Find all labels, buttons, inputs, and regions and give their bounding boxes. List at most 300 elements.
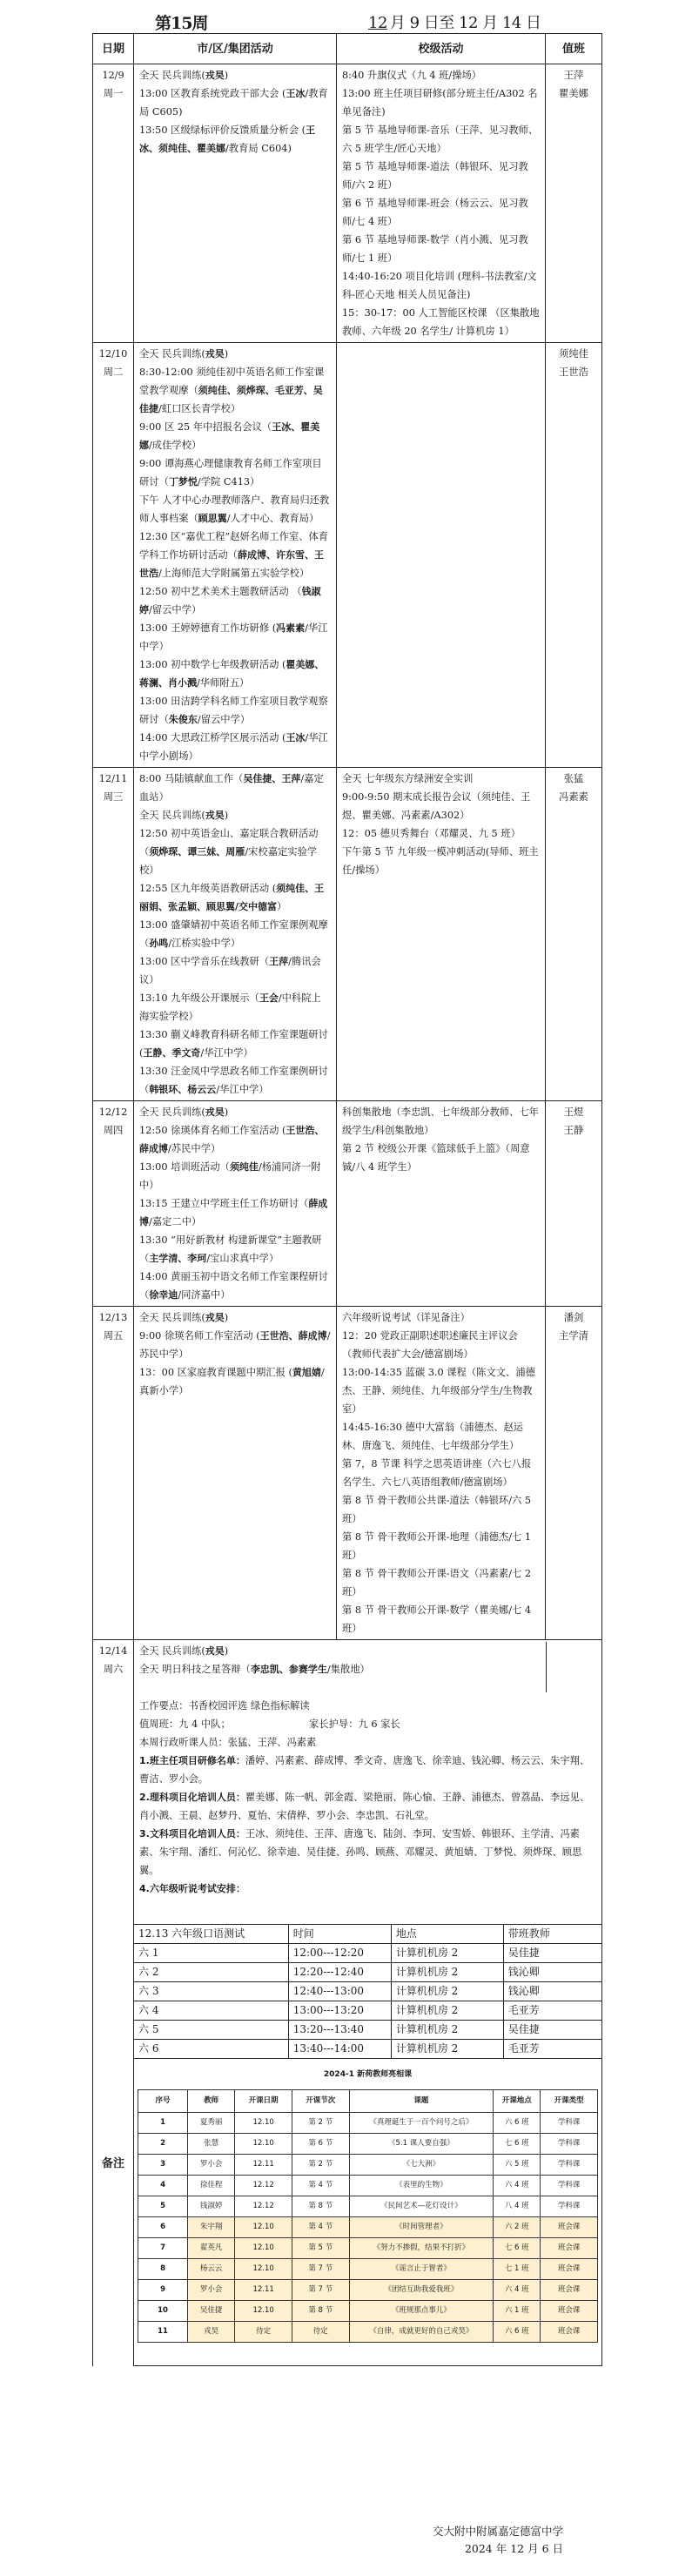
participants: 王静、季文奇 bbox=[143, 1047, 201, 1059]
lessons-row bbox=[138, 2155, 598, 2176]
location: /宝山求真中学） bbox=[206, 1253, 279, 1264]
activity-text: 全天 民兵训练( bbox=[139, 1106, 205, 1118]
date-cell bbox=[93, 1307, 134, 1640]
lessons-cell: 学科课 bbox=[541, 2155, 598, 2176]
oral-test-row bbox=[134, 2040, 601, 2059]
lessons-cell: 12.10 bbox=[235, 2113, 292, 2134]
page-header bbox=[0, 3, 692, 35]
location: /同济嘉中） bbox=[178, 1289, 231, 1301]
school-activity-item: 13:00 班主任项目研修(部分班主任/A302 名单见备注) bbox=[342, 88, 538, 118]
lessons-header-row bbox=[138, 2090, 598, 2113]
weekday: 周四 bbox=[103, 1125, 124, 1136]
lessons-cell: 《谣言止于智者》 bbox=[349, 2259, 494, 2280]
lessons-cell: 班会课 bbox=[541, 2280, 598, 2301]
city-activity-item bbox=[139, 528, 331, 582]
city-activity-item bbox=[139, 1026, 331, 1062]
lessons-cell: 班会课 bbox=[541, 2259, 598, 2280]
weekday: 周三 bbox=[103, 791, 124, 803]
date: 12/14 bbox=[98, 1645, 128, 1657]
city-activity-item bbox=[139, 582, 331, 619]
lessons-row bbox=[138, 2259, 598, 2280]
school-activity-item: 第 2 节 校级公开课《篮球低手上篮》（周意铖/八 4 班学生） bbox=[342, 1143, 530, 1173]
oral-test-table bbox=[134, 1924, 601, 2059]
location: /华江中学小剧场） bbox=[139, 732, 328, 762]
notes-list bbox=[139, 1752, 596, 1788]
participants: 薛成博 bbox=[139, 1198, 328, 1227]
lessons-cell: 《民间艺术—花灯设计》 bbox=[349, 2196, 494, 2217]
oral-test-cell: 计算机机房 2 bbox=[391, 2040, 503, 2059]
school-activity-item: 全天 七年级东方绿洲安全实训 bbox=[342, 773, 474, 784]
participants: 须纯佳、王丽娟、张孟颖、顾思翼/交中德富 bbox=[139, 883, 325, 912]
lessons-cell: 《5.1 课人要自强》 bbox=[349, 2134, 494, 2155]
city-activities-cell bbox=[134, 64, 337, 343]
oral-test-cell: 六 5 bbox=[134, 2021, 288, 2040]
lessons-cell: 第 4 节 bbox=[292, 2176, 349, 2196]
school-activities-cell bbox=[337, 343, 546, 768]
lessons-cell: 钱淑婷 bbox=[188, 2196, 235, 2217]
oral-test-cell: 毛亚芳 bbox=[503, 2001, 601, 2021]
city-activity-item bbox=[139, 1194, 331, 1231]
oral-test-cell: 六 6 bbox=[134, 2040, 288, 2059]
city-activity-item bbox=[139, 1327, 331, 1363]
location: ) bbox=[224, 1106, 229, 1118]
activity-text: 全天 明日科技之星答辩（ bbox=[139, 1664, 251, 1675]
lessons-row bbox=[138, 2322, 598, 2343]
activity-text: 12:30 区“嘉优工程”赵妍名师工作室、体育学科工作坊研讨活动（ bbox=[139, 531, 329, 561]
location: /苏民中学） bbox=[139, 1330, 331, 1360]
column-header-school-activities: 校级活动 bbox=[337, 34, 546, 64]
activity-text: 下午 人才中心办理教师落户、教育局归还教师人事档案（ bbox=[139, 494, 330, 524]
schedule-row bbox=[93, 64, 602, 343]
participants: 戎昊 bbox=[205, 1312, 225, 1323]
duty-cell bbox=[546, 1307, 602, 1640]
participants: 丁梦悦 bbox=[168, 476, 198, 488]
activity-text: 全天 民兵训练( bbox=[139, 1645, 205, 1657]
activity-text: 13:00 王婷婷德育工作坊研修 ( bbox=[139, 622, 277, 634]
weekly-schedule-table bbox=[92, 33, 602, 2366]
city-activity-item bbox=[139, 1660, 596, 1678]
oral-test-cell: 六 2 bbox=[134, 1963, 288, 1982]
activity-text: 13:15 王建立中学班主任工作坊研讨（ bbox=[139, 1198, 309, 1209]
lessons-cell: 待定 bbox=[292, 2322, 349, 2343]
lessons-cell: 12.10 bbox=[235, 2238, 292, 2259]
lessons-cell: 六 5 班 bbox=[494, 2155, 541, 2176]
date: 12/13 bbox=[98, 1312, 128, 1323]
lessons-cell: 六 6 班 bbox=[494, 2113, 541, 2134]
participants: 李忠凯、参赛学生 bbox=[250, 1664, 327, 1675]
date-range bbox=[361, 10, 541, 33]
school-activity-item: 14:40-16:20 项目化培训 (理科-书法教室/文科-匠心天地 相关人员见备注) bbox=[342, 271, 537, 300]
lessons-cell: 12.10 bbox=[235, 2217, 292, 2238]
lessons-cell: 戎昊 bbox=[188, 2322, 235, 2343]
location: /腾讯会议） bbox=[139, 956, 321, 985]
location: /华江中学） bbox=[139, 622, 328, 652]
oral-test-cell: 六 1 bbox=[134, 1944, 288, 1963]
duty-person: 瞿美娜 bbox=[559, 88, 588, 99]
school-activity-item: 第 8 节 骨干教师公共课-道法（韩银环/六 5 班） bbox=[342, 1495, 532, 1524]
location: ) bbox=[224, 1645, 229, 1657]
lessons-cell: 罗小会 bbox=[188, 2280, 235, 2301]
lessons-row bbox=[138, 2196, 598, 2217]
location: /学院 C413） bbox=[197, 476, 260, 488]
lessons-cell: 八 4 班 bbox=[494, 2196, 541, 2217]
lessons-cell: 第 6 节 bbox=[292, 2134, 349, 2155]
activity-text: 13:00 培训班活动（ bbox=[139, 1161, 230, 1173]
city-activity-item bbox=[139, 1062, 331, 1099]
participants: 戎昊 bbox=[205, 348, 225, 360]
activity-text: 全天 民兵训练( bbox=[139, 1312, 205, 1323]
notes-list-title: 3.文科项目化培训人员： bbox=[139, 1828, 245, 1840]
lessons-cell: 班会课 bbox=[541, 2322, 598, 2343]
activity-text: 13:00 区中学音乐在线教研（ bbox=[139, 956, 270, 967]
activity-text: 14:00 大思政江桥学区展示活动 ( bbox=[139, 732, 286, 743]
city-activities-cell bbox=[134, 343, 337, 768]
notes-list-names: 瞿美娜、陈一帆、郭金霞、梁艳丽、陈心愉、王静、浦德杰、曾荔晶、李远见、肖小溅、王晨、赵梦丹、夏怡、宋倩桦、罗小会、李忠凯、石礼堂。 bbox=[139, 1792, 590, 1821]
school-activity-item: 第 7，8 节课 科学之思英语讲座（六七八报名学生、六七八英语组教师/德富剧场） bbox=[342, 1458, 532, 1488]
oral-test-cell: 计算机机房 2 bbox=[391, 1944, 503, 1963]
oral-test-cell: 12:40---13:00 bbox=[288, 1982, 391, 2001]
participants: 戎昊 bbox=[205, 1106, 225, 1118]
activity-text: 13:50 区级绿标评价反馈质量分析会 ( bbox=[139, 124, 306, 136]
city-activity-item bbox=[139, 770, 331, 806]
oral-test-cell: 钱沁卿 bbox=[503, 1982, 601, 2001]
activity-text: 12:50 初中艺术美术主题教研活动 （ bbox=[139, 586, 302, 597]
city-activity-item bbox=[139, 656, 331, 692]
school-activity-item: 第 5 节 基地导师课-道法（韩银环、见习教师/六 2 班） bbox=[342, 161, 528, 191]
duty-person: 张猛 bbox=[563, 773, 584, 784]
location: /杨浦同济一附中） bbox=[139, 1161, 321, 1191]
school-activities-cell bbox=[337, 64, 546, 343]
city-activity-item bbox=[139, 1121, 331, 1158]
activity-text: 13:00 盛肇婧初中英语名师工作室课例观摩（ bbox=[139, 919, 328, 949]
participants: 孙鸣 bbox=[149, 938, 169, 949]
oral-test-cell: 计算机机房 2 bbox=[391, 1963, 503, 1982]
oral-test-header: 时间 bbox=[288, 1925, 391, 1944]
participants: 韩银环、杨云云 bbox=[149, 1084, 217, 1095]
participants: 瞿美娜、蒋澜、肖小溅 bbox=[139, 659, 325, 689]
activity-text: 13：00 区家庭教育课题中期汇报 ( bbox=[139, 1367, 292, 1378]
lessons-header: 教师 bbox=[188, 2090, 235, 2113]
column-header-duty: 值班 bbox=[546, 34, 602, 64]
school-activity-item: 第 8 节 骨干教师公开课-数学（瞿美娜/七 4 班） bbox=[342, 1604, 532, 1634]
oral-test-cell: 12:20---12:40 bbox=[288, 1963, 391, 1982]
location: /华江中学） bbox=[216, 1084, 269, 1095]
city-activities-cell bbox=[134, 768, 337, 1101]
lessons-cell: 班会课 bbox=[541, 2238, 598, 2259]
lessons-cell: 7 bbox=[138, 2238, 188, 2259]
location: /留云中学） bbox=[149, 604, 202, 615]
week-label: 第15周 bbox=[155, 14, 208, 33]
location: /教育局 C605) bbox=[139, 88, 328, 118]
activity-text: 全天 民兵训练( bbox=[139, 348, 205, 360]
lessons-row bbox=[138, 2134, 598, 2155]
city-activity-item bbox=[139, 1363, 331, 1400]
school-activity-item: 12：05 德贝秀舞台（邓耀灵、九 5 班） bbox=[342, 828, 521, 839]
oral-test-row bbox=[134, 1982, 601, 2001]
activity-text: 12:55 区九年级英语教研活动 ( bbox=[139, 883, 277, 894]
oral-test-cell: 吴佳捷 bbox=[503, 2021, 601, 2040]
weekday: 周一 bbox=[103, 88, 124, 99]
oral-test-cell: 毛亚芳 bbox=[503, 2040, 601, 2059]
school-activity-item: 科创集散地（李忠凯、七年级部分教师、七年级学生/科创集散地） bbox=[342, 1106, 539, 1136]
oral-test-header: 带班教师 bbox=[503, 1925, 601, 1944]
location: ) bbox=[224, 1312, 229, 1323]
oral-test-cell: 六 3 bbox=[134, 1982, 288, 2001]
activity-text: 9:00 区 25 年中招报名会议（ bbox=[139, 421, 272, 433]
duty-cell bbox=[546, 1101, 602, 1307]
footer-date: 2024 年 12 月 6 日 bbox=[464, 2542, 563, 2555]
school-activity-item: 六年级听说考试（详见备注） bbox=[342, 1312, 470, 1323]
participants: 须纯佳、须烨琛、毛亚芳、吴佳捷 bbox=[139, 385, 323, 414]
lessons-header: 序号 bbox=[138, 2090, 188, 2113]
oral-test-row bbox=[134, 2001, 601, 2021]
notes-list bbox=[139, 1880, 596, 1898]
location: /虹口区长青学校） bbox=[158, 403, 241, 414]
location: /江桥实验中学） bbox=[168, 938, 241, 949]
lessons-cell: 朱宇翔 bbox=[188, 2217, 235, 2238]
participants: 戎昊 bbox=[205, 810, 225, 821]
lessons-cell: 3 bbox=[138, 2155, 188, 2176]
location: /嘉定二中） bbox=[149, 1216, 202, 1227]
school-activity-item: 15：30-17：00 人工智能区校课 （区集散地教师、六年级 20 名学生/ 计算机房 1） bbox=[342, 307, 540, 337]
parent-guard: 家长护导：九 6 家长 bbox=[309, 1718, 400, 1730]
participants: 戎昊 bbox=[205, 70, 225, 81]
city-activity-item bbox=[139, 1158, 331, 1194]
school-activity-item: 第 8 节 骨干教师公开课-语文（冯素素/七 2 班） bbox=[342, 1568, 532, 1597]
participants: 朱俊东 bbox=[168, 714, 198, 725]
activity-text: 13:00 初中数学七年级教研活动 ( bbox=[139, 659, 286, 670]
weekday: 周二 bbox=[103, 367, 124, 378]
school-activity-item: 第 8 节 骨干教师公开课-地理（浦德杰/七 1 班） bbox=[342, 1531, 532, 1561]
location: /人才中心、教育局） bbox=[226, 513, 319, 524]
school-activities-cell bbox=[337, 768, 546, 1101]
notes-list-title: 1.班主任项目研修名单： bbox=[139, 1755, 245, 1766]
lessons-cell: 12.10 bbox=[235, 2134, 292, 2155]
city-activity-item bbox=[139, 454, 331, 491]
lessons-cell: 《团结互助我爱我班》 bbox=[349, 2280, 494, 2301]
lessons-cell: 《真理诞生于一百个问号之后》 bbox=[349, 2113, 494, 2134]
location: /成佳学校） bbox=[149, 440, 202, 451]
date-cell bbox=[93, 768, 134, 1101]
activity-text: 全天 民兵训练( bbox=[139, 810, 205, 821]
participants: 戎昊 bbox=[205, 1645, 225, 1657]
school-activities-cell bbox=[337, 1101, 546, 1307]
participants: 徐幸迪 bbox=[149, 1289, 178, 1301]
activity-text: 13:00 区教育系统党政干部大会 ( bbox=[139, 88, 286, 99]
school-activity-item: 9:00-9:50 期末成长报告会议（须纯佳、王煜、瞿美娜、冯素素/A302） bbox=[342, 791, 531, 821]
lessons-cell: 9 bbox=[138, 2280, 188, 2301]
participants: 王世浩、薛成博 bbox=[139, 1125, 325, 1154]
date-cell bbox=[93, 64, 134, 343]
lessons-cell: 六 6 班 bbox=[494, 2322, 541, 2343]
duty-column-divider bbox=[546, 1642, 547, 1692]
location: /华江中学） bbox=[200, 1047, 253, 1059]
location: /嘉定血站） bbox=[139, 773, 324, 803]
schedule-row-saturday bbox=[93, 1640, 602, 2366]
participants: 须烨琛、谭三妹、周雁 bbox=[149, 846, 245, 858]
activity-text: 13:30 汪金凤中学思政名师工作室课例研讨（ bbox=[139, 1066, 328, 1095]
notes-label: 备注 bbox=[101, 2157, 124, 2170]
city-activity-item bbox=[139, 345, 331, 363]
participants: 钱淑婷 bbox=[139, 586, 321, 615]
city-activity-item bbox=[139, 418, 331, 454]
school-activities-cell bbox=[337, 1307, 546, 1640]
lessons-cell: 第 5 节 bbox=[292, 2238, 349, 2259]
lessons-cell: 七 6 班 bbox=[494, 2238, 541, 2259]
participants: 须纯佳 bbox=[229, 1161, 259, 1173]
date-range-rest: 月 9 日至 12 月 14 日 bbox=[389, 14, 541, 32]
duty-person: 潘剑 bbox=[563, 1312, 584, 1323]
lessons-header: 课题 bbox=[349, 2090, 494, 2113]
schedule-row bbox=[93, 1307, 602, 1640]
column-header-date: 日期 bbox=[93, 34, 134, 64]
lessons-cell: 学科课 bbox=[541, 2134, 598, 2155]
lessons-cell: 5 bbox=[138, 2196, 188, 2217]
lessons-cell: 杨云云 bbox=[188, 2259, 235, 2280]
date-cell bbox=[93, 1640, 134, 2366]
lessons-cell: 第 8 节 bbox=[292, 2196, 349, 2217]
duty-person: 王静 bbox=[563, 1125, 584, 1136]
oral-test-header-row bbox=[134, 1925, 601, 1944]
schedule-row bbox=[93, 343, 602, 768]
lessons-cell: 徐佳程 bbox=[188, 2176, 235, 2196]
participants: 黄旭婧 bbox=[292, 1367, 321, 1378]
participants: 王冰、须纯佳、瞿美娜 bbox=[139, 124, 316, 154]
oral-test-row bbox=[134, 2021, 601, 2040]
location: /教育局 C604) bbox=[225, 143, 292, 154]
lessons-cell: 夏秀丽 bbox=[188, 2113, 235, 2134]
city-activity-item bbox=[139, 1642, 596, 1660]
lessons-cell: 第 2 节 bbox=[292, 2155, 349, 2176]
lessons-cell: 七 6 班 bbox=[494, 2134, 541, 2155]
oral-test-cell: 计算机机房 2 bbox=[391, 2021, 503, 2040]
oral-test-cell: 钱沁卿 bbox=[503, 1963, 601, 1982]
month-underlined: 12 bbox=[368, 14, 387, 32]
lessons-cell: 学科课 bbox=[541, 2176, 598, 2196]
participants: 主学清、李珂 bbox=[149, 1253, 207, 1264]
location: /真新小学） bbox=[139, 1367, 325, 1396]
city-activity-item bbox=[139, 729, 331, 765]
activity-text: 全天 民兵训练( bbox=[139, 70, 205, 81]
city-activity-item bbox=[139, 692, 331, 729]
activity-text: 8:00 马陆镇献血工作（ bbox=[139, 773, 244, 784]
lessons-cell: 翟英凡 bbox=[188, 2238, 235, 2259]
location: ) bbox=[224, 348, 229, 360]
date: 12/12 bbox=[98, 1106, 128, 1118]
participants: 王冰 bbox=[286, 732, 306, 743]
city-activity-item bbox=[139, 824, 331, 879]
location: /留云中学） bbox=[197, 714, 251, 725]
lessons-cell: 《自律，成就更好的自己戎昊》 bbox=[349, 2322, 494, 2343]
city-activity-item bbox=[139, 806, 331, 824]
location: /集散地） bbox=[326, 1664, 370, 1675]
date-cell bbox=[93, 343, 134, 768]
lessons-cell: 12.10 bbox=[235, 2301, 292, 2322]
lessons-header: 开课节次 bbox=[292, 2090, 349, 2113]
location: ) bbox=[224, 70, 229, 81]
footer bbox=[433, 2523, 563, 2558]
lessons-cell: 学科课 bbox=[541, 2196, 598, 2217]
lessons-cell: 第 7 节 bbox=[292, 2280, 349, 2301]
city-activities-cell bbox=[134, 1101, 337, 1307]
work-focus: 工作要点：书香校园评选 绿色指标解读 bbox=[139, 1700, 310, 1712]
city-activity-item bbox=[139, 1231, 331, 1268]
date: 12/10 bbox=[98, 348, 128, 360]
lessons-cell: 《努力不掺假，结果不打折》 bbox=[349, 2238, 494, 2259]
lessons-cell: 11 bbox=[138, 2322, 188, 2343]
spacer bbox=[139, 1678, 596, 1697]
activity-text: 12:50 初中英语金山、嘉定联合教研活动（ bbox=[139, 828, 319, 858]
footer-school: 交大附中附属嘉定德富中学 bbox=[432, 2525, 563, 2538]
lessons-cell: 12.11 bbox=[235, 2155, 292, 2176]
lessons-cell: 8 bbox=[138, 2259, 188, 2280]
participants: 王冰 bbox=[286, 88, 306, 99]
weekday: 周六 bbox=[103, 1664, 124, 1675]
date-cell bbox=[93, 1101, 134, 1307]
notes-list-title: 2.理科项目化培训人员： bbox=[139, 1792, 245, 1803]
participants: 吴佳捷、王萍 bbox=[243, 773, 301, 784]
saturday-activities bbox=[134, 1642, 601, 1697]
lessons-cell: 6 bbox=[138, 2217, 188, 2238]
location: /上海师范大学附属第五实验学校） bbox=[158, 568, 310, 579]
lessons-title: 2024-1 新荷教师亮相课 bbox=[323, 2070, 413, 2079]
oral-test-cell: 计算机机房 2 bbox=[391, 1982, 503, 2001]
city-activity-item bbox=[139, 1308, 331, 1327]
lessons-cell: 第 8 节 bbox=[292, 2301, 349, 2322]
schedule-row bbox=[93, 1101, 602, 1307]
lessons-cell: 六 4 班 bbox=[494, 2176, 541, 2196]
lessons-cell: 六 2 班 bbox=[494, 2217, 541, 2238]
duty-class: 值周班：九 4 中队； bbox=[139, 1718, 231, 1730]
lessons-cell: 《表里的生物》 bbox=[349, 2176, 494, 2196]
city-activity-item bbox=[139, 66, 331, 84]
duty-person: 王世浩 bbox=[559, 367, 588, 378]
duty-person: 王萍 bbox=[563, 70, 584, 81]
location: /宋校嘉定实验学校） bbox=[139, 846, 318, 876]
notes-list bbox=[139, 1825, 596, 1880]
duty-cell bbox=[546, 343, 602, 768]
location: /华师附五） bbox=[197, 677, 250, 689]
school-activity-item: 12：20 党政正副职述职述廉民主评议会 （教师代表扩大会/德富剧场） bbox=[342, 1330, 518, 1360]
city-activity-item bbox=[139, 916, 331, 952]
oral-test-cell: 12:00---12:20 bbox=[288, 1944, 391, 1963]
lessons-cell: 罗小会 bbox=[188, 2155, 235, 2176]
activity-text: 13:00 田洁跨学科名师工作室项目教学观察研讨（ bbox=[139, 696, 328, 725]
activity-text: 12:50 徐瑛体育名师工作室活动 ( bbox=[139, 1125, 286, 1136]
saturday-and-notes-cell bbox=[134, 1640, 602, 2366]
participants: 王冰、瞿美娜 bbox=[139, 421, 320, 451]
lessons-header: 开课日期 bbox=[235, 2090, 292, 2113]
duty-person: 主学清 bbox=[559, 1330, 588, 1342]
city-activity-item bbox=[139, 879, 331, 916]
activity-text: 13:30 “用好新教材 构建新课堂”主题教研（ bbox=[139, 1234, 322, 1264]
city-activity-item bbox=[139, 1103, 331, 1121]
lessons-cell: 第 2 节 bbox=[292, 2113, 349, 2134]
lessons-cell: 班会课 bbox=[541, 2301, 598, 2322]
school-activity-item: 第 5 节 基地导师课-音乐（王萍、见习教师、六 5 班学生/匠心天地） bbox=[342, 124, 539, 154]
weekday: 周五 bbox=[103, 1330, 124, 1342]
duty-person: 须纯佳 bbox=[559, 348, 588, 360]
lessons-cell: 学科课 bbox=[541, 2113, 598, 2134]
city-activity-item bbox=[139, 1268, 331, 1304]
notes-body bbox=[134, 1697, 601, 1898]
lessons-cell: 第 4 节 bbox=[292, 2217, 349, 2238]
activity-text: 9:00 徐瑛名师工作室活动 ( bbox=[139, 1330, 260, 1342]
duty-cell bbox=[546, 768, 602, 1101]
lessons-cell: 10 bbox=[138, 2301, 188, 2322]
school-activity-item: 8:40 升旗仪式（九 4 班/操场） bbox=[342, 70, 482, 81]
observers: 本周行政听课人员：张猛、王萍、冯素素 bbox=[139, 1737, 317, 1748]
